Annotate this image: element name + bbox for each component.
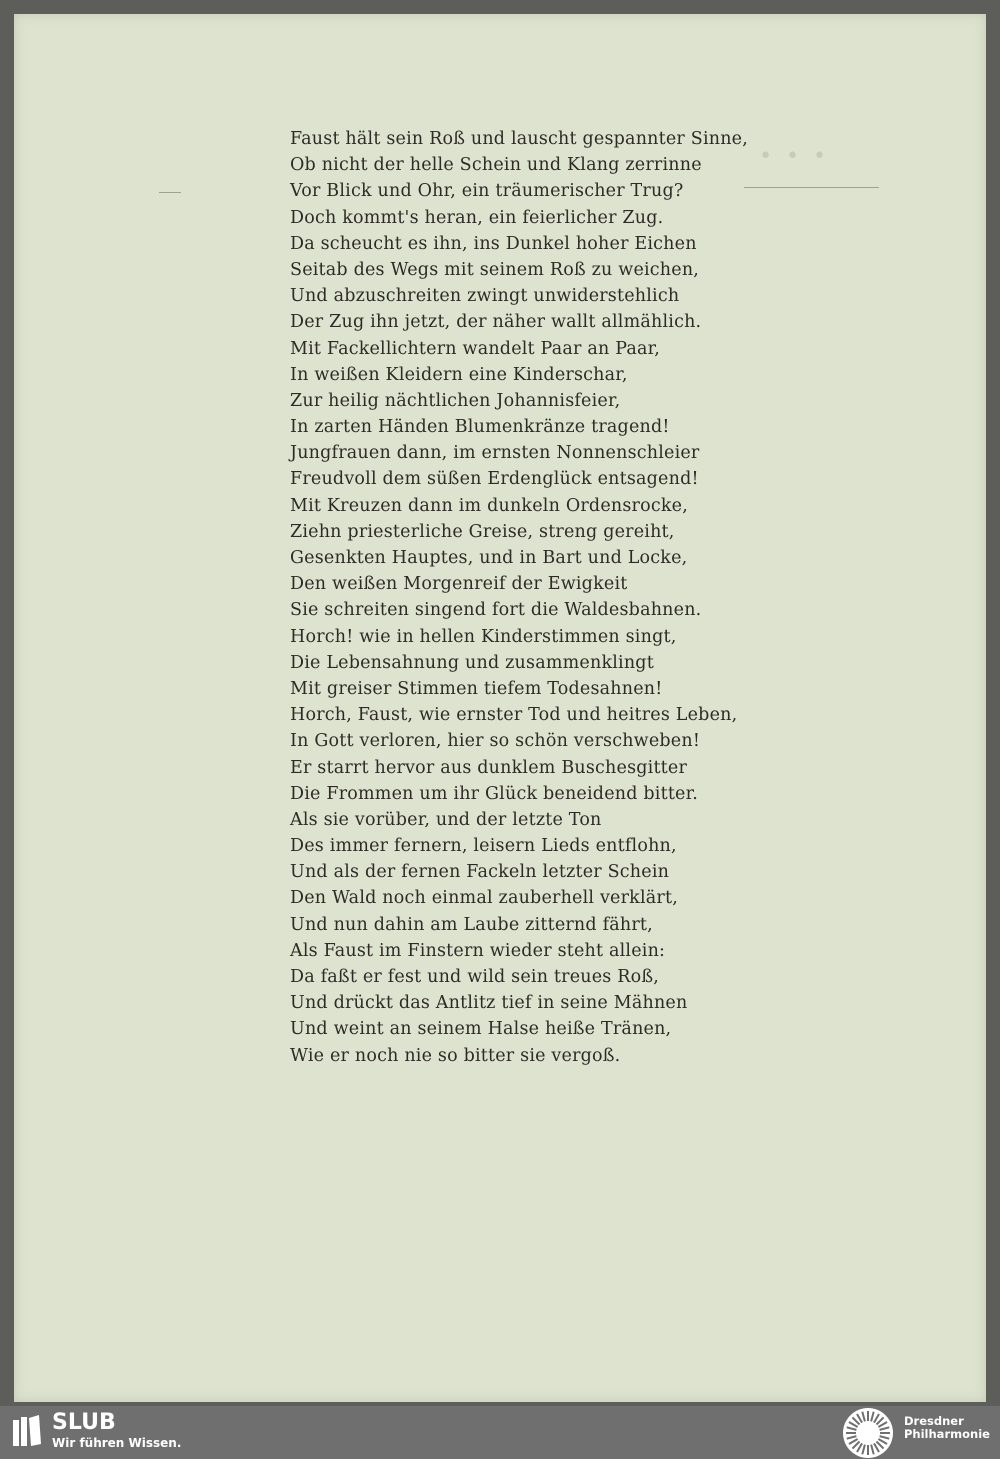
poem-line: Doch kommt's heran, ein feierlicher Zug. [290,207,664,228]
poem-line: Seitab des Wegs mit seinem Roß zu weichen, [290,259,700,280]
poem-line: Faust hält sein Roß und lauscht gespannter Sinne, [290,129,748,149]
slub-tagline: Wir führen Wissen. [52,1436,182,1450]
poem-line: Horch, Faust, wie ernster Tod und heitres Leben, [290,705,738,726]
poem-line: In zarten Händen Blumenkränze tragend! [290,417,670,438]
poem-line: Mit Kreuzen dann im dunkeln Ordensrocke, [290,495,688,516]
poem-line: In Gott verloren, hier so schön verschweben! [290,731,701,752]
poem-line: Da faßt er fest und wild sein treues Roß, [290,967,660,987]
poem-line: Zur heilig nächtlichen Johannisfeier, [290,390,621,411]
slub-name: SLUB [52,1410,116,1435]
partner-name [904,1415,990,1441]
poem-line: In weißen Kleidern eine Kinderschar, [290,364,628,385]
ghost-bleed-through: ••• [759,144,840,169]
poem-line: Freudvoll dem süßen Erdenglück entsagend! [290,469,699,490]
partner-name-line-2: Philharmonie [904,1427,990,1441]
poem-line: Der Zug ihn jetzt, der näher wallt allmählich. [290,312,702,333]
partner-name-line-1: Dresdner [904,1414,964,1428]
poem-line: Und abzuschreiten zwingt unwiderstehlich [290,286,680,307]
poem-line: Jungfrauen dann, im ernsten Nonnenschleier [290,443,700,464]
poem-line: Und drückt das Antlitz tief in seine Mähnen [290,993,688,1014]
poem-line: Und als der fernen Fackeln letzter Schein [290,862,670,883]
poem-line: Den weißen Morgenreif der Ewigkeit [290,574,628,595]
poem-line: Des immer fernern, leisern Lieds entflohn, [290,836,677,857]
footer-bar [0,1406,1000,1456]
poem-line: Gesenkten Hauptes, und in Bart und Locke, [290,548,688,568]
poem-line: Sie schreiten singend fort die Waldesbahnen. [290,600,702,621]
poem-line: Er starrt hervor aus dunklem Buschesgitter [290,757,688,778]
poem-text [290,126,850,1069]
sunburst-icon [842,1407,894,1459]
poem-line: Horch! wie in hellen Kinderstimmen singt, [290,626,677,647]
poem-line: Da scheucht es ihn, ins Dunkel hoher Eichen [290,233,697,254]
poem-line: Und weint an seinem Halse heiße Tränen, [290,1019,672,1040]
faint-line-mark [159,192,181,193]
poem-line: Den Wald noch einmal zauberhell verklärt, [290,888,678,909]
poem-line: Ob nicht der helle Schein und Klang zerrinne [290,155,702,176]
poem-line: Und nun dahin am Laube zitternd fährt, [290,914,653,935]
book-stack-icon [12,1414,42,1448]
poem-line: Mit Fackellichtern wandelt Paar an Paar, [290,338,661,359]
poem-line: Ziehn priesterliche Greise, streng gereiht, [290,521,675,542]
poem-line: Als sie vorüber, und der letzte Ton [290,809,602,830]
poem-line: Mit greiser Stimmen tiefem Todesahnen! [290,678,663,699]
poem-line: Die Frommen um ihr Glück beneidend bitter. [290,783,699,804]
poem-line: Wie er noch nie so bitter sie vergoß. [290,1045,621,1066]
poem-line: Vor Blick und Ohr, ein träumerischer Trug? [290,181,684,202]
poem-line: Die Lebensahnung und zusammenklingt [290,652,654,673]
poem-line: Als Faust im Finstern wieder steht allein: [290,940,666,961]
